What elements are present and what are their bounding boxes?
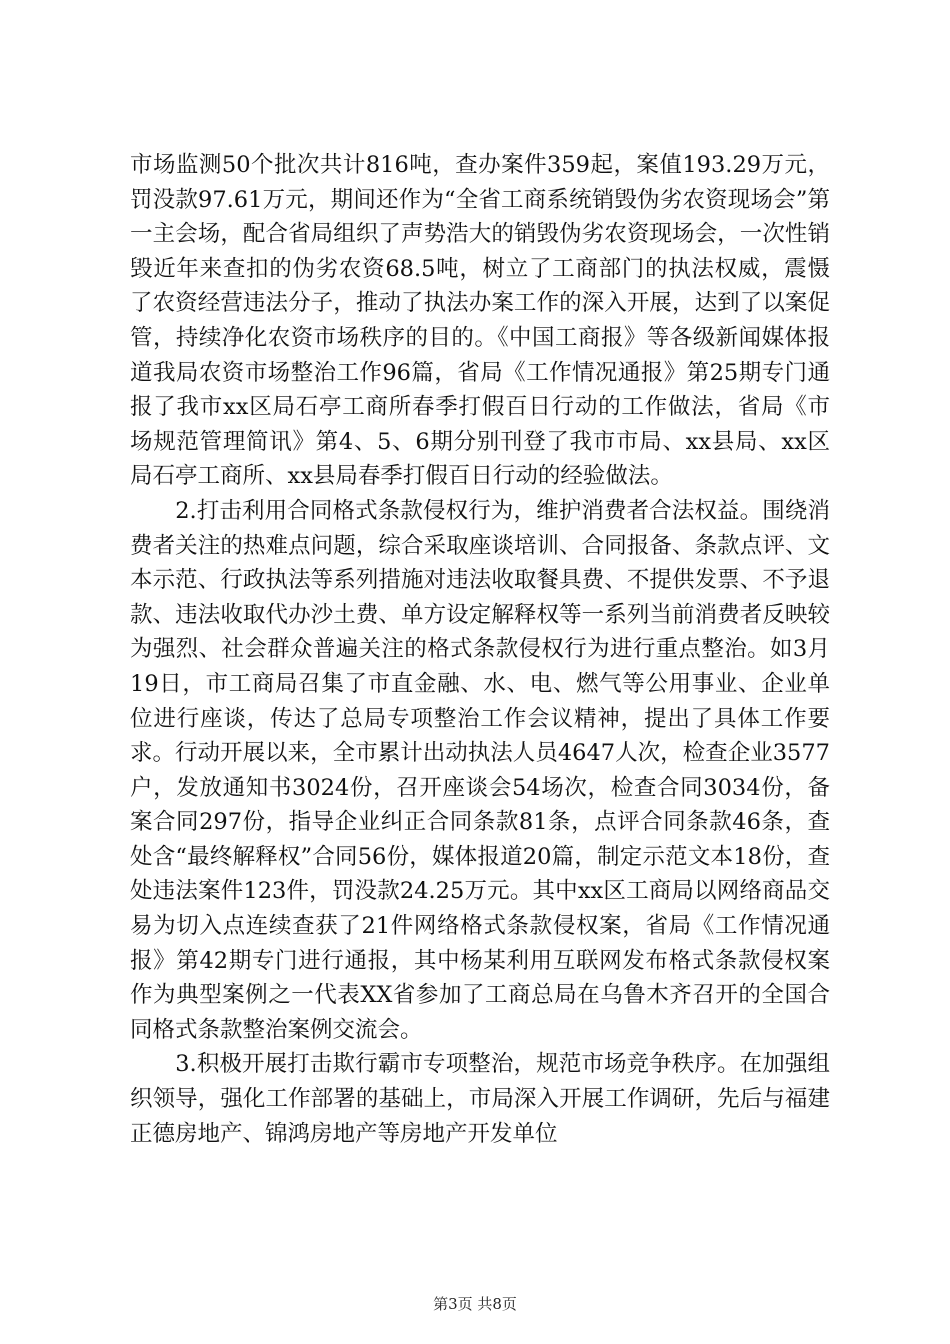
paragraph-1: 市场监测50个批次共计816吨，查办案件359起，案值193.29万元，罚没款97.61万元，期间还作为“全省工商系统销毁伪劣农资现场会”第一主会场，配合省局组织了声势浩大的销毁伪劣农资现场会，一次性销毁近年来查扣的伪劣农资68.5吨，树立了工商部门的执法权威，震慑了农资经营违法分子，推动了执法办案工作的深入开展，达到了以案促管，持续净化农资市场秩序的目的。《中国工商报》等各级新闻媒体报道我局农资市场整治工作96篇，省局《工作情况通报》第25期专门通报了我市xx区局石亭工商所春季打假百日行动的工作做法，省局《市场规范管理简讯》第4、5、6期分别刊登了我市市局、xx县局、xx区局石亭工商所、xx县局春季打假百日行动的经验做法。: [130, 152, 830, 490]
paragraph-3: 3.积极开展打击欺行霸市专项整治，规范市场竞争秩序。在加强组织领导，强化工作部署的基础上，市局深入开展工作调研，先后与福建正德房地产、锦鸿房地产等房地产开发单位: [130, 1051, 830, 1147]
page-number-footer: 第3页 共8页: [433, 1295, 517, 1313]
paragraph-2: 2.打击利用合同格式条款侵权行为，维护消费者合法权益。围绕消费者关注的热难点问题，综合采取座谈培训、合同报备、条款点评、文本示范、行政执法等系列措施对违法收取餐具费、不提供发票、不予退款、违法收取代办沙土费、单方设定解释权等一系列当前消费者反映较为强烈、社会群众普遍关注的格式条款侵权行为进行重点整治。如3月19日，市工商局召集了市直金融、水、电、燃气等公用事业、企业单位进行座谈，传达了总局专项整治工作会议精神，提出了具体工作要求。行动开展以来，全市累计出动执法人员4647人次，检查企业3577户，发放通知书3024份，召开座谈会54场次，检查合同3034份，备案合同297份，指导企业纠正合同条款81条，点评合同条款46条，查处含“最终解释权”合同56份，媒体报道20篇，制定示范文本18份，查处违法案件123件，罚没款24.25万元。其中xx区工商局以网络商品交易为切入点连续查获了21件网络格式条款侵权案，省局《工作情况通报》第42期专门进行通报，其中杨某利用互联网发布格式条款侵权案作为典型案例之一代表XX省参加了工商总局在乌鲁木齐召开的全国合同格式条款整治案例交流会。: [130, 497, 830, 1043]
body-text: [130, 148, 830, 1151]
